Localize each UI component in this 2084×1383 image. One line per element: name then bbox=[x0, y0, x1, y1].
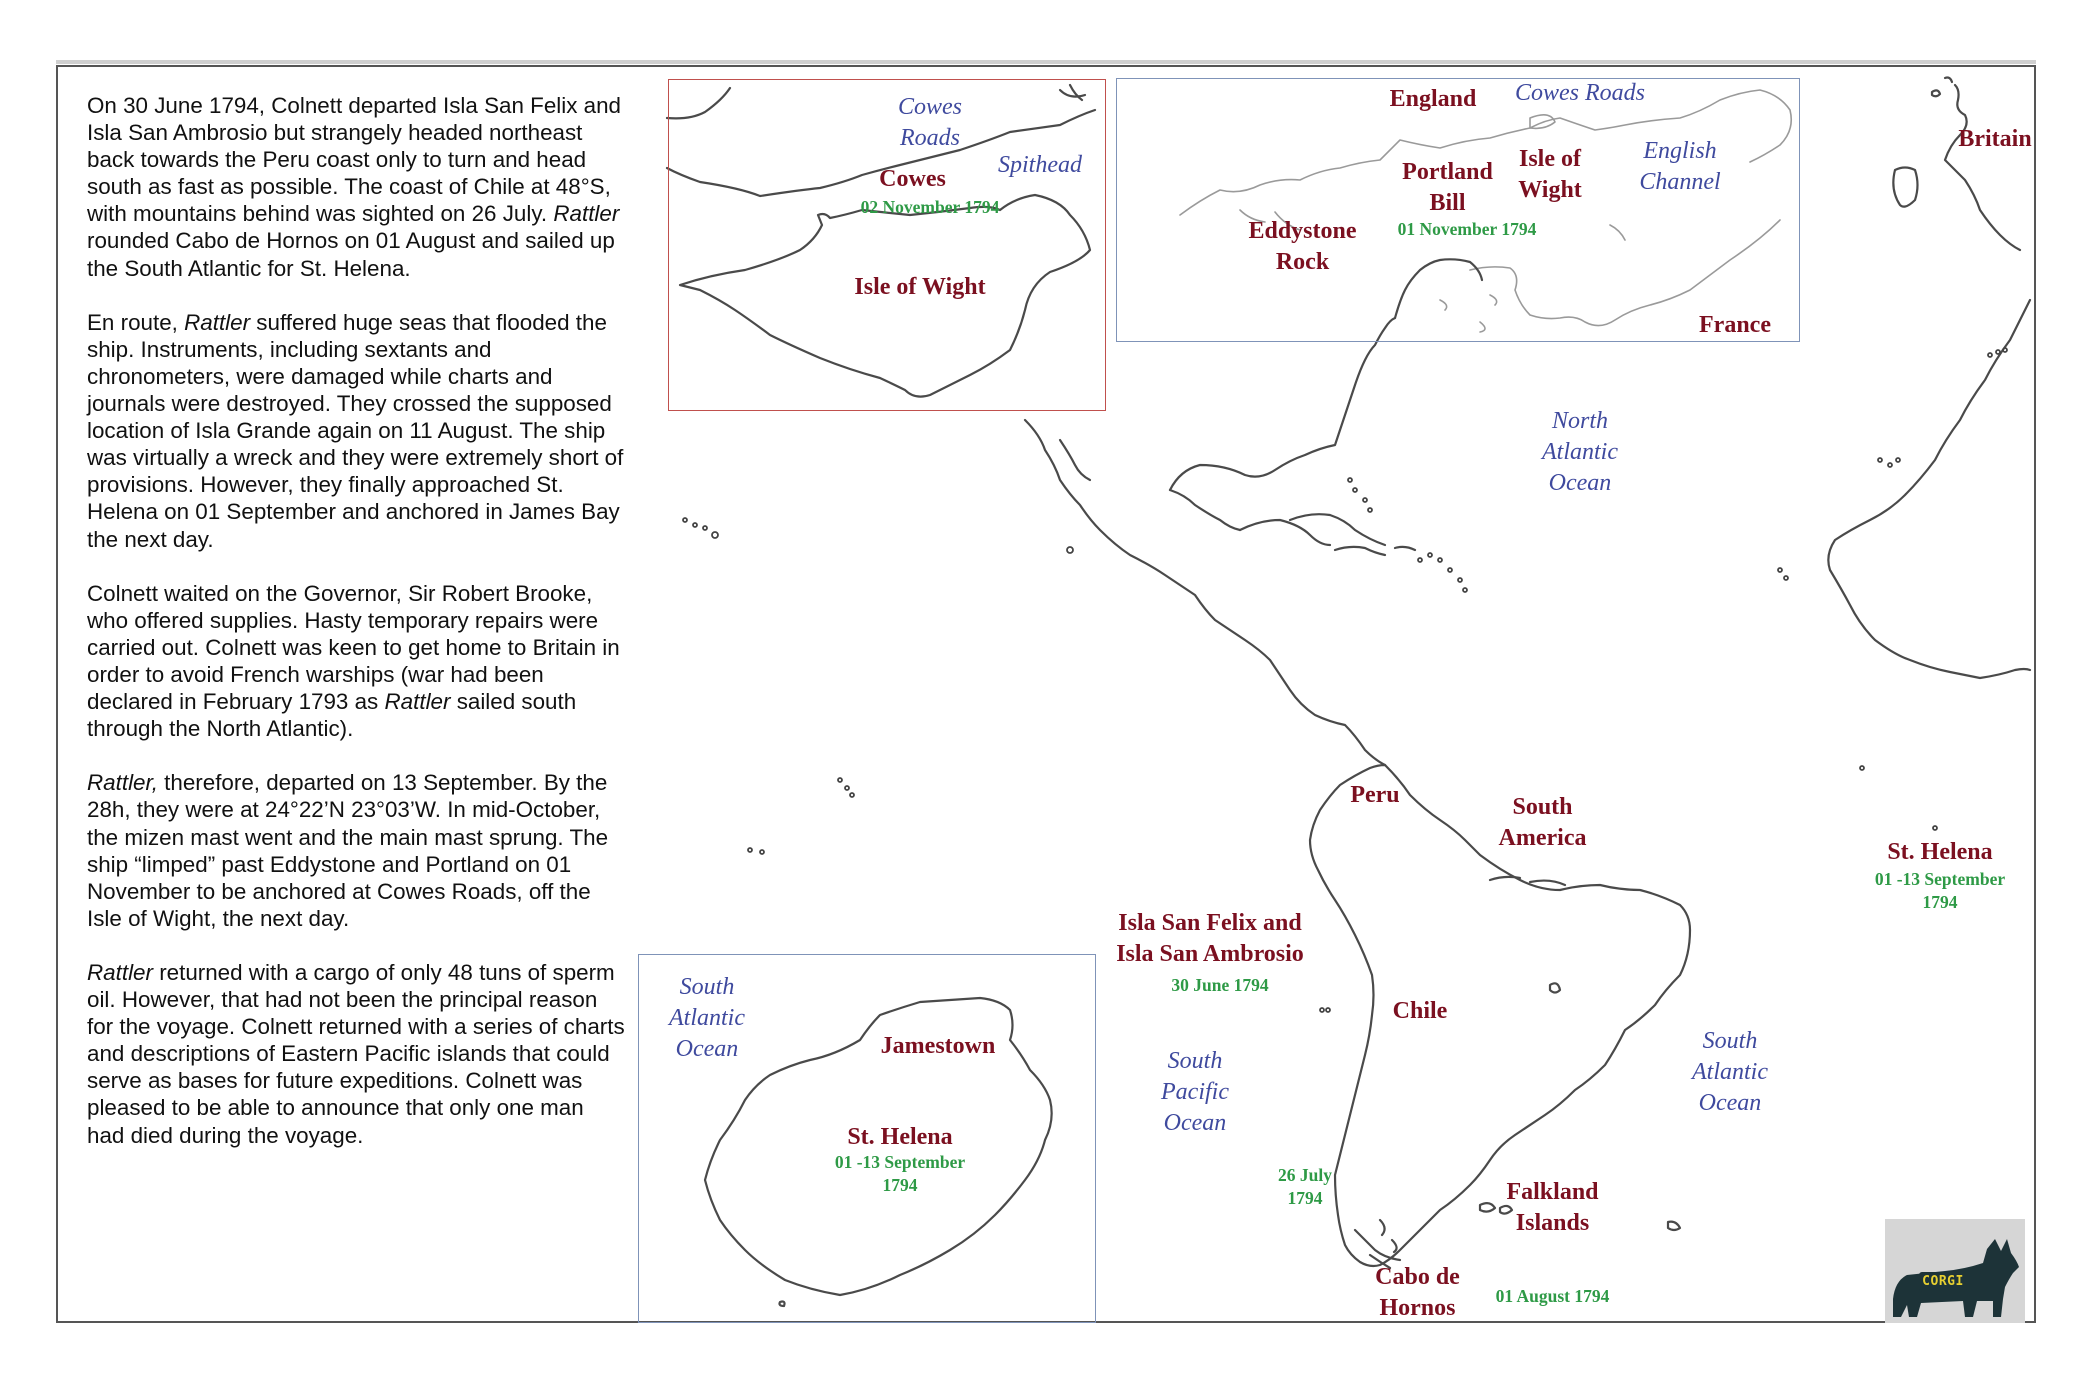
label-line: South bbox=[1702, 1028, 1758, 1054]
label-line: America bbox=[1498, 825, 1587, 852]
st-helena-label: St. Helena bbox=[1887, 839, 1993, 865]
peru-label: Peru bbox=[1350, 782, 1400, 808]
label-line: Ocean bbox=[1548, 470, 1612, 497]
cowes-roads-label bbox=[870, 92, 990, 154]
north-atlantic-label bbox=[1520, 406, 1640, 500]
label-line: 1794 bbox=[1287, 1187, 1323, 1208]
britain-label: Britain bbox=[1958, 126, 2032, 152]
ship-name: Rattler bbox=[553, 201, 620, 227]
label-line: 1794 bbox=[1922, 891, 1958, 912]
label-line: Wight bbox=[1518, 177, 1582, 204]
cowes-roads-channel-label: Cowes Roads bbox=[1514, 80, 1645, 106]
corgi-silhouette-icon bbox=[1885, 1219, 2025, 1323]
corgi-logo-text: CORGI bbox=[1919, 1272, 1967, 1292]
label-line: North bbox=[1551, 408, 1608, 434]
england-label: England bbox=[1389, 86, 1477, 112]
spithead-label: Spithead bbox=[998, 152, 1082, 178]
label-line: Falkland bbox=[1506, 1179, 1599, 1205]
label-line: Hornos bbox=[1379, 1295, 1456, 1322]
san-felix-label bbox=[1110, 908, 1310, 970]
label-line: 01 -13 September bbox=[1874, 869, 2006, 889]
narrative-text: therefore, departed on 13 September. By the 28h, they were at 24°22’N 23°03’W. In mid-October, the mizen mast went and the main mast sprung. The ship “limped” past Eddystone and Portland on 01 November to be anchored at Cowes Roads, off the Isle of Wight, the next day. bbox=[87, 770, 609, 931]
ship-name: Rattler, bbox=[87, 770, 158, 796]
label-line: Portland bbox=[1402, 159, 1493, 185]
cabo-de-hornos-label bbox=[1365, 1262, 1470, 1324]
south-atlantic-inset-label bbox=[652, 972, 762, 1066]
narrative-text: En route, bbox=[87, 309, 178, 335]
narrative-text: rounded Cabo de Hornos on 01 August and sailed up the South Atlantic for St. Helena. bbox=[87, 228, 615, 281]
label-line: Ocean bbox=[1698, 1090, 1762, 1117]
san-felix-date-label: 30 June 1794 bbox=[1171, 975, 1269, 995]
label-line: South bbox=[1167, 1048, 1223, 1074]
france-label: France bbox=[1699, 312, 1771, 338]
label-line: Ocean bbox=[1163, 1110, 1227, 1137]
ship-name: Rattler bbox=[384, 689, 451, 715]
st-helena-inset-date bbox=[805, 1151, 995, 1197]
chile-date-label bbox=[1260, 1164, 1350, 1210]
label-line: Eddystone bbox=[1248, 218, 1357, 244]
narrative-text: returned with a cargo of only 48 tuns of sperm oil. However, that had not been the principal reason for the voyage. Colnett returned with a series of charts and descriptions of Eastern Pacific islands that could serve as bases for future expeditions. Colnett was pleased to be able to announce that only one man had died during the voyage. bbox=[87, 960, 625, 1148]
label-line: Isle of bbox=[1519, 146, 1581, 172]
label-line: South bbox=[1512, 794, 1573, 820]
label-line: 1794 bbox=[882, 1174, 918, 1195]
chile-label: Chile bbox=[1392, 998, 1448, 1024]
cowes-label: Cowes bbox=[879, 166, 946, 192]
south-atlantic-label bbox=[1675, 1026, 1785, 1120]
label-line: Atlantic bbox=[669, 1005, 745, 1032]
narrative-text: sailed south through the North Atlantic). bbox=[87, 689, 577, 742]
narrative-text: suffered huge seas that flooded the ship. Instruments, including sextants and chronometers, were damaged while charts and journals were destroyed. They crossed the supposed location of Isla Grande again on 11 August. The ship was virtually a wreck and they were extremely short of provisions. However, they finally approached St. Helena on 01 September and anchored in James Bay the next day. bbox=[87, 309, 624, 552]
label-line: English bbox=[1643, 138, 1717, 164]
label-line: Isla San Ambrosio bbox=[1116, 941, 1304, 968]
isle-of-wight-channel-label bbox=[1500, 144, 1600, 206]
ship-name: Rattler bbox=[184, 309, 251, 335]
cowes-date-label: 02 November 1794 bbox=[860, 197, 1000, 217]
label-line: Bill bbox=[1429, 190, 1466, 217]
south-america-label bbox=[1485, 792, 1600, 854]
label-line: Ocean bbox=[675, 1036, 739, 1063]
corgi-logo bbox=[1885, 1219, 2025, 1323]
label-line: Roads bbox=[900, 125, 960, 152]
eddystone-rock-label bbox=[1235, 216, 1370, 278]
label-line: Atlantic bbox=[1692, 1059, 1768, 1086]
st-helena-date-label bbox=[1845, 868, 2035, 914]
narrative-text: On 30 June 1794, Colnett departed Isla San Felix and Isla San Ambrosio but strangely headed northeast back towards the Peru coast only to turn and head south as fast as possible. The coast of Chile at 48°S, with mountains behind was sighted on 26 July. bbox=[87, 93, 621, 227]
label-line: Islands bbox=[1515, 1210, 1590, 1237]
south-pacific-label bbox=[1145, 1046, 1245, 1140]
label-line: Atlantic bbox=[1542, 439, 1618, 466]
english-channel-label bbox=[1625, 136, 1735, 198]
channel-date-label: 01 November 1794 bbox=[1397, 219, 1537, 239]
cabo-date-label: 01 August 1794 bbox=[1495, 1286, 1610, 1306]
label-line: Cowes bbox=[897, 94, 962, 120]
label-line: 26 July bbox=[1278, 1165, 1332, 1185]
portland-bill-label bbox=[1390, 157, 1505, 219]
narrative-text: Colnett waited on the Governor, Sir Robert Brooke, who offered supplies. Hasty temporary repairs were carried out. Colnett was keen to get home to Britain in order to avoid French warships (war had been declared in February 1793 as bbox=[87, 580, 620, 715]
label-line: Isla San Felix and bbox=[1118, 910, 1302, 936]
label-line: Rock bbox=[1275, 249, 1330, 276]
label-line: Cabo de bbox=[1375, 1264, 1460, 1290]
label-line: 01 -13 September bbox=[834, 1152, 966, 1172]
jamestown-label: Jamestown bbox=[880, 1033, 996, 1059]
isle-of-wight-label: Isle of Wight bbox=[854, 274, 986, 300]
label-line: Channel bbox=[1639, 169, 1721, 196]
label-line: South bbox=[679, 974, 735, 1000]
st-helena-inset-label: St. Helena bbox=[847, 1124, 953, 1150]
ship-name: Rattler bbox=[87, 960, 153, 985]
label-line: Pacific bbox=[1161, 1079, 1229, 1106]
falkland-islands-label bbox=[1495, 1177, 1610, 1239]
